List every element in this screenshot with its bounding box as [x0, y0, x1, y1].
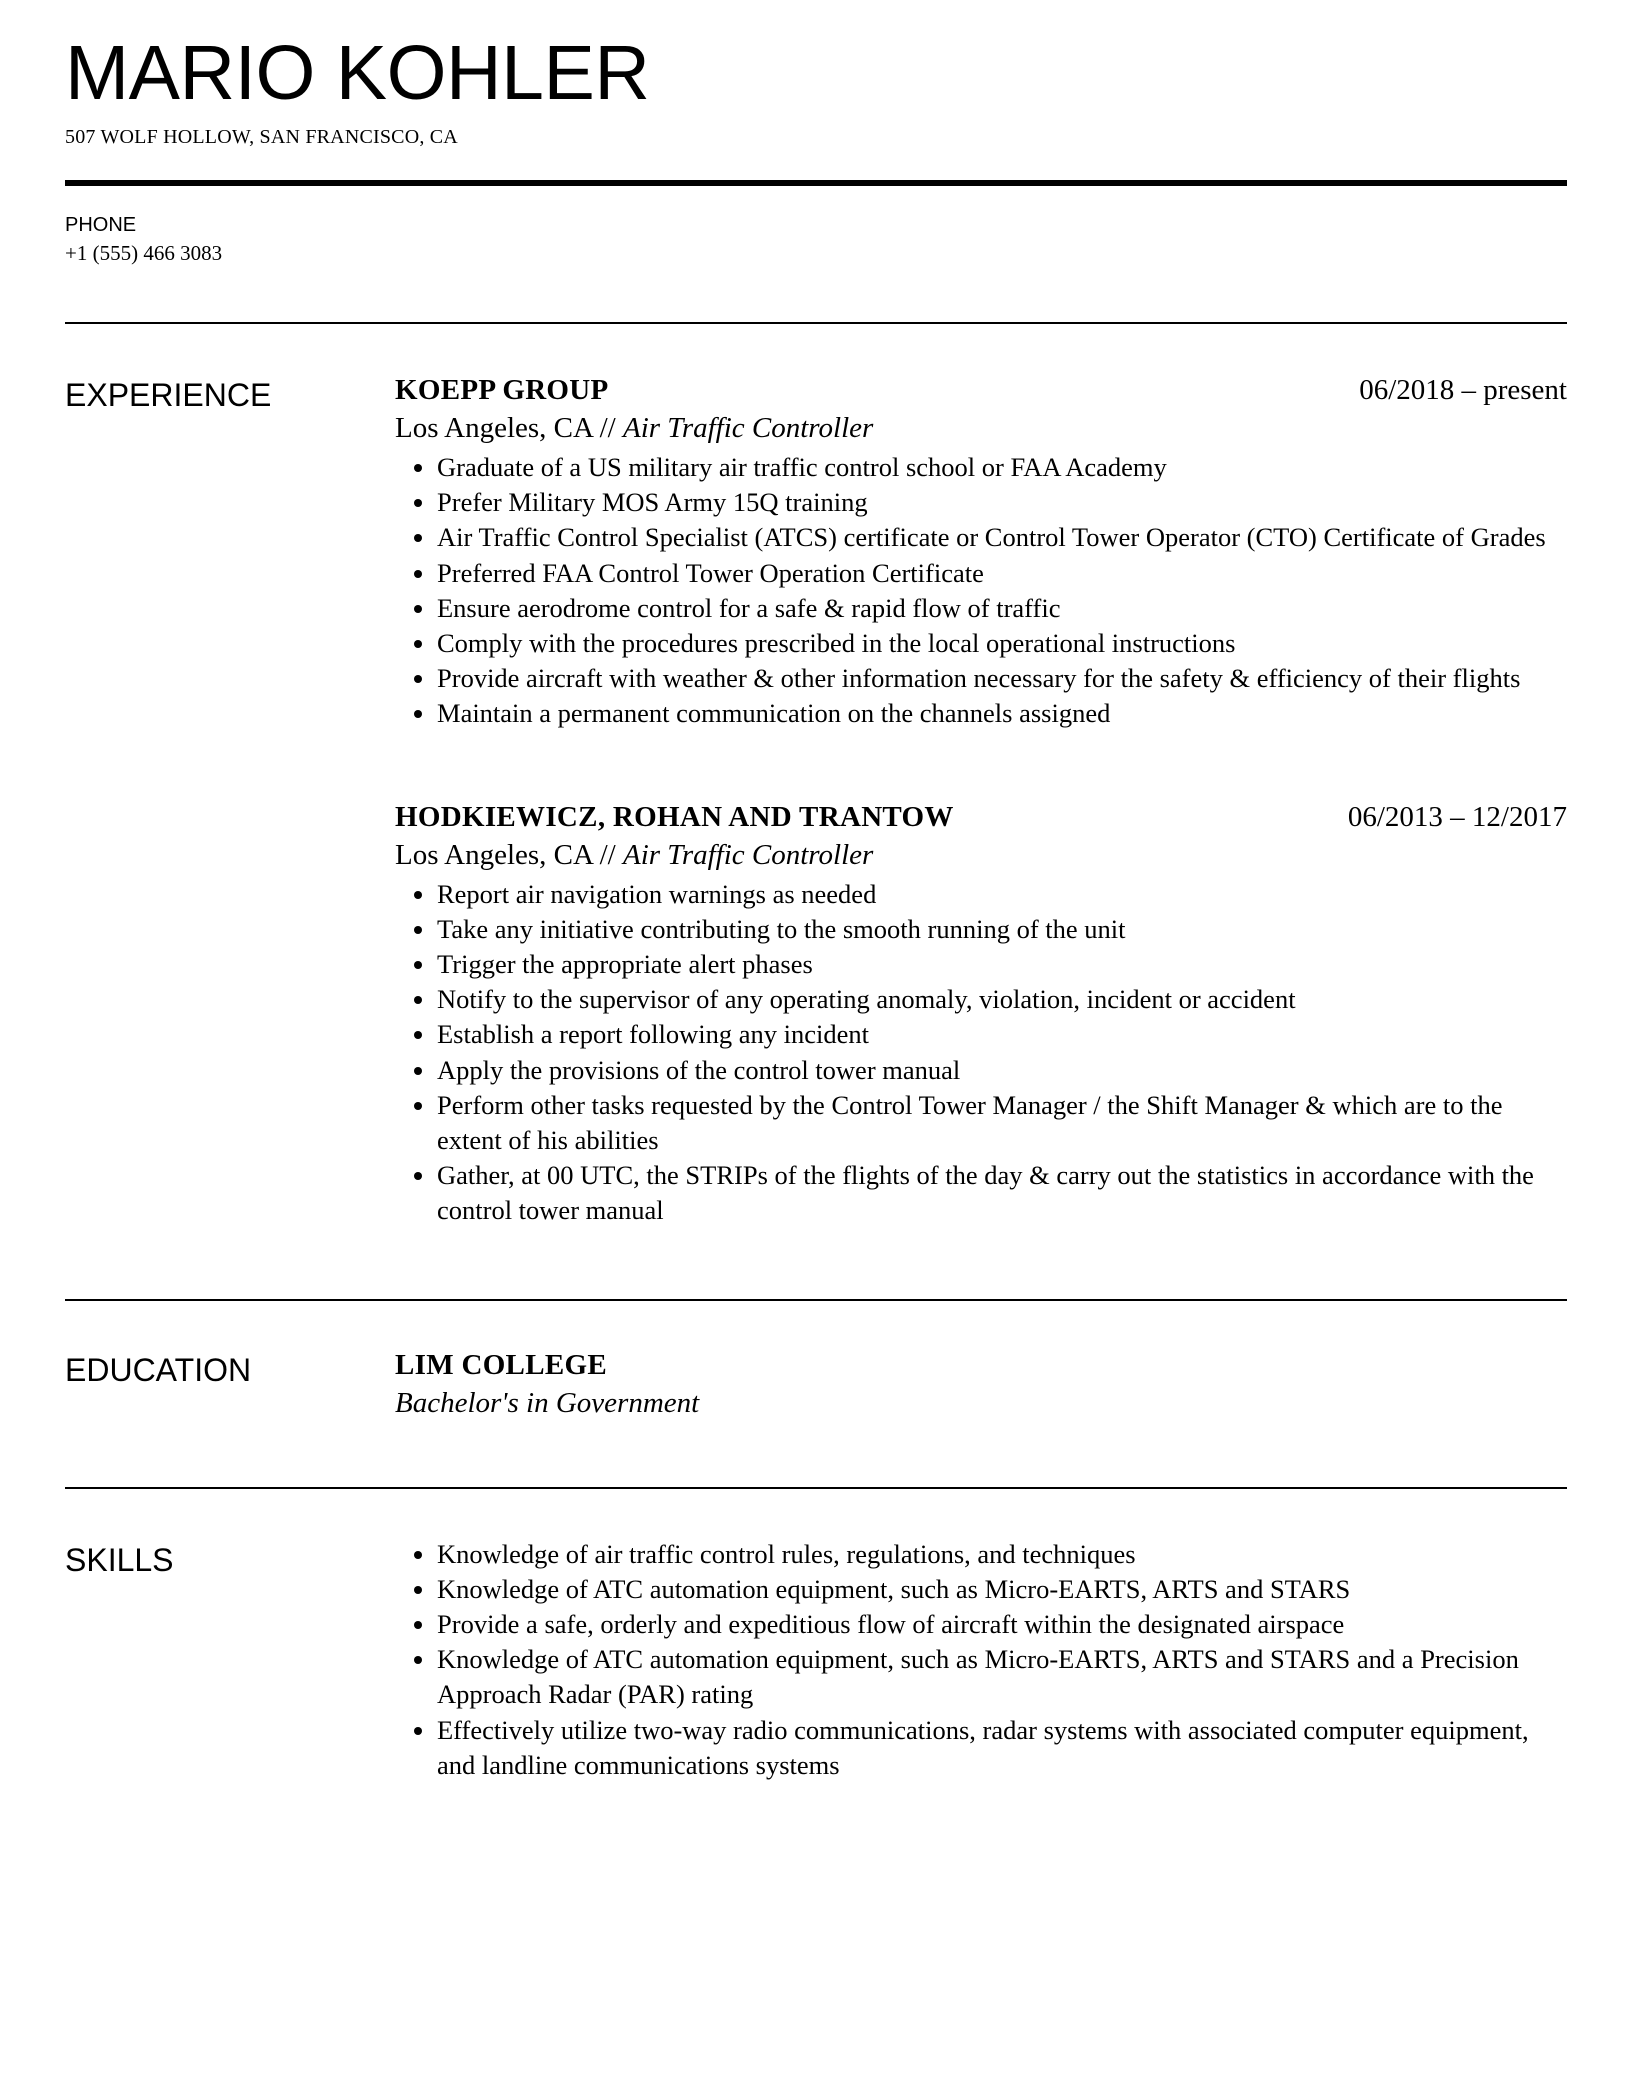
job-location: Los Angeles, CA //	[395, 412, 616, 444]
job-dates: 06/2018 – present	[1359, 374, 1567, 406]
list-item: • Knowledge of ATC automation equipment, such as Micro-EARTS, ARTS and STARS and a Precision Approach Radar (PAR) rating	[437, 1642, 1567, 1712]
job-company: HODKIEWICZ, ROHAN AND TRANTOW	[395, 800, 954, 833]
phone-label: PHONE	[65, 214, 137, 236]
skills-title: SKILLS	[65, 1541, 174, 1578]
job-entry	[395, 372, 1567, 732]
experience-body	[395, 372, 1567, 1229]
list-item: • Trigger the appropriate alert phases	[437, 947, 1567, 982]
section-divider	[65, 1487, 1567, 1489]
job-company: KOEPP GROUP	[395, 374, 609, 406]
list-item: • Graduate of a US military air traffic control school or FAA Academy	[437, 450, 1567, 485]
experience-section	[65, 372, 1567, 1229]
list-item: • Perform other tasks requested by the Control Tower Manager / the Shift Manager & which are to the extent of his abilities	[437, 1088, 1567, 1158]
list-item: • Establish a report following any incident	[437, 1017, 1567, 1052]
phone-number: +1 (555) 466 3083	[65, 241, 223, 265]
job-dates: 06/2013 – 12/2017	[1347, 800, 1567, 833]
list-item: • Maintain a permanent communication on the channels assigned	[437, 696, 1567, 731]
list-item: • Gather, at 00 UTC, the STRIPs of the flights of the day & carry out the statistics in accordance with the control tower manual	[437, 1158, 1567, 1228]
job-subtitle	[395, 835, 1567, 875]
list-item: • Preferred FAA Control Tower Operation Certificate	[437, 556, 1567, 591]
skills-list	[395, 1537, 1567, 1783]
resume-header	[65, 0, 1567, 150]
list-item: • Prefer Military MOS Army 15Q training	[437, 485, 1567, 520]
contact-block	[65, 212, 1567, 268]
list-item: • Provide a safe, orderly and expeditious flow of aircraft within the designated airspace	[437, 1607, 1567, 1642]
list-item: • Comply with the procedures prescribed in the local operational instructions	[437, 626, 1567, 661]
skills-section	[65, 1537, 1567, 1783]
section-divider	[65, 1299, 1567, 1301]
list-item: • Report air navigation warnings as needed	[437, 877, 1567, 912]
education-body	[395, 1347, 1567, 1423]
job-bullets	[395, 450, 1567, 732]
list-item: • Knowledge of ATC automation equipment, such as Micro-EARTS, ARTS and STARS	[437, 1572, 1567, 1607]
list-item: • Ensure aerodrome control for a safe & rapid flow of traffic	[437, 591, 1567, 626]
job-role: Air Traffic Controller	[622, 838, 874, 871]
list-item: • Notify to the supervisor of any operating anomaly, violation, incident or accident	[437, 982, 1567, 1017]
list-item: • Air Traffic Control Specialist (ATCS) certificate or Control Tower Operator (CTO) Certificate of Grades	[437, 520, 1567, 555]
list-item: • Knowledge of air traffic control rules, regulations, and techniques	[437, 1537, 1567, 1572]
job-subtitle	[395, 408, 1567, 448]
job-bullets	[395, 877, 1567, 1229]
header-divider	[65, 180, 1567, 186]
job-role: Air Traffic Controller	[622, 412, 874, 444]
skills-body	[395, 1537, 1567, 1783]
experience-title: EXPERIENCE	[65, 377, 272, 413]
list-item: • Provide aircraft with weather & other information necessary for the safety & efficiency of their flights	[437, 661, 1567, 696]
list-item: • Apply the provisions of the control tower manual	[437, 1053, 1567, 1088]
job-location: Los Angeles, CA //	[395, 838, 616, 871]
job-entry	[395, 799, 1567, 1229]
candidate-address: 507 WOLF HOLLOW, SAN FRANCISCO, CA	[65, 126, 458, 148]
degree: Bachelor's in Government	[395, 1386, 700, 1419]
education-title: EDUCATION	[65, 1351, 252, 1388]
list-item: • Effectively utilize two-way radio communications, radar systems with associated computer equipment, and landline communications systems	[437, 1713, 1567, 1783]
education-section	[65, 1347, 1567, 1423]
school-name: LIM COLLEGE	[395, 1348, 607, 1381]
list-item: • Take any initiative contributing to the smooth running of the unit	[437, 912, 1567, 947]
section-divider	[65, 322, 1567, 324]
candidate-name: MARIO KOHLER	[65, 30, 650, 116]
